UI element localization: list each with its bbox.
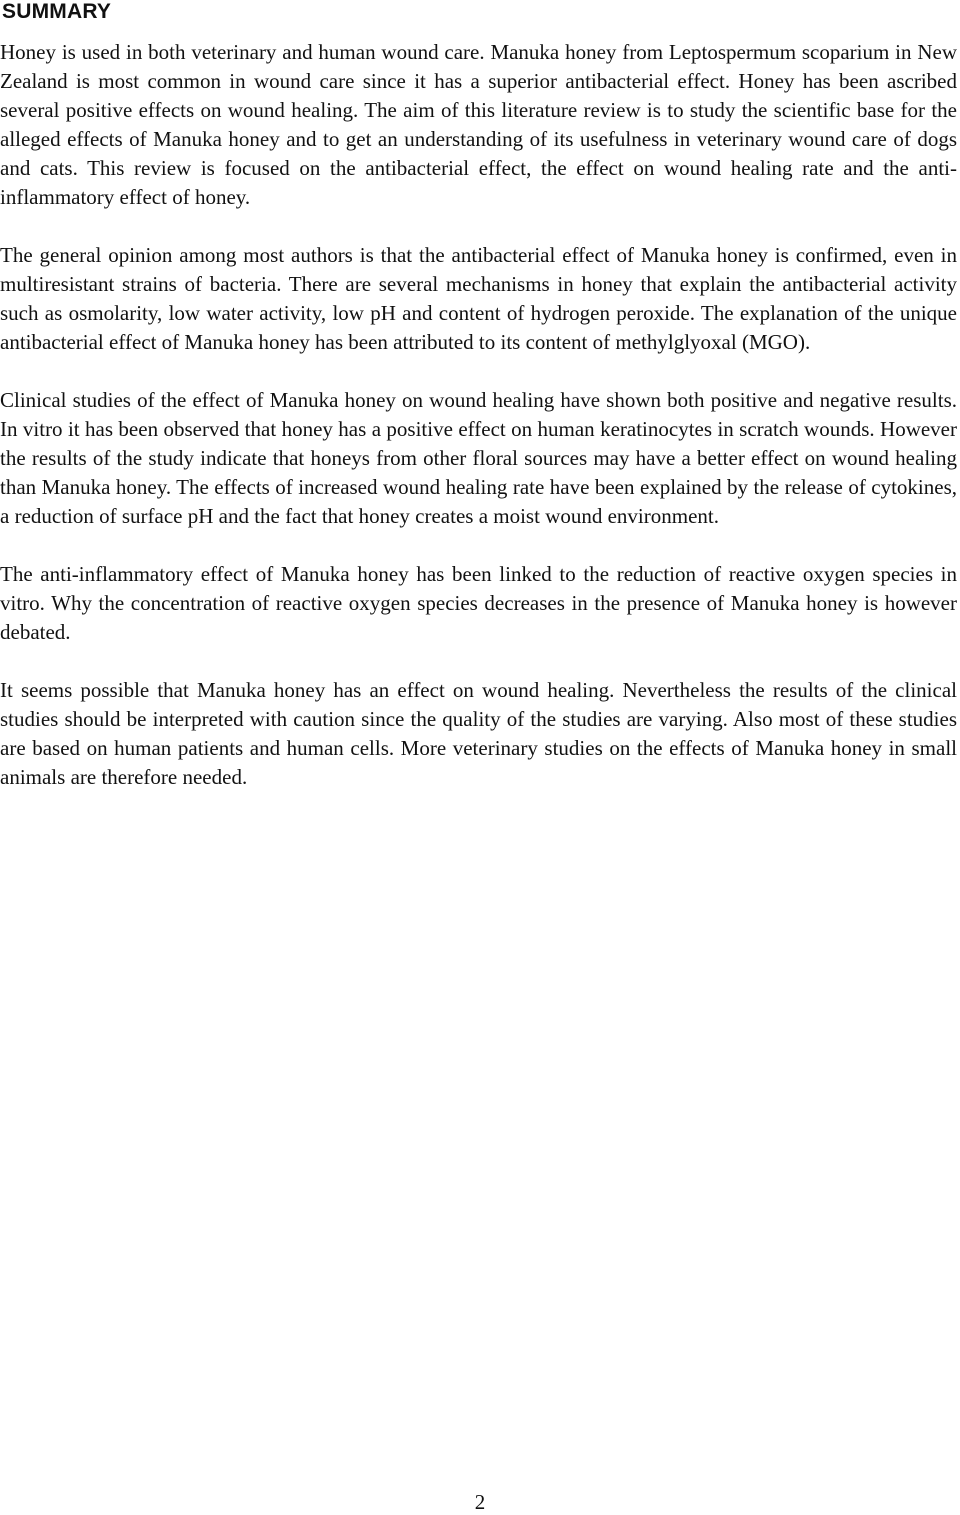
paragraph-anti-inflammatory: The anti-inflammatory effect of Manuka honey has been linked to the reduction of reactive oxygen species in vitro. Why the concentration of reactive oxygen species decreases in the presence of Manuka honey is however debated.: [0, 562, 957, 644]
paragraph-antibacterial: The general opinion among most authors is that the antibacterial effect of Manuka honey is confirmed, even in multiresistant strains of bacteria. There are several mechanisms in honey that explain the antibacterial activity such as osmolarity, low water activity, low pH and content of hydrogen peroxide. The explanation of the unique antibacterial effect of Manuka honey has been attributed to its content of methylglyoxal (MGO).: [0, 243, 957, 354]
section-heading: SUMMARY: [2, 0, 112, 23]
summary-body: [0, 38, 957, 821]
paragraph-wound-healing: Clinical studies of the effect of Manuka honey on wound healing have shown both positive and negative results. In vitro it has been observed that honey has a positive effect on human keratinocytes in scratch wounds. However the results of the study indicate that honeys from other floral sources may have a better effect on wound healing than Manuka honey. The effects of increased wound healing rate have been explained by the release of cytokines, a reduction of surface pH and the fact that honey creates a moist wound environment.: [0, 388, 957, 528]
paragraph-conclusion: It seems possible that Manuka honey has an effect on wound healing. Nevertheless the results of the clinical studies should be interpreted with caution since the quality of the studies are varying. Also most of these studies are based on human patients and human cells. More veterinary studies on the effects of Manuka honey in small animals are therefore needed.: [0, 678, 957, 789]
page-number: 2: [474, 1490, 486, 1514]
paragraph-intro: Honey is used in both veterinary and human wound care. Manuka honey from Leptospermum scoparium in New Zealand is most common in wound care since it has a superior antibacterial effect. Honey has been ascribed several positive effects on wound healing. The aim of this literature review is to study the scientific base for the alleged effects of Manuka honey and to get an understanding of its usefulness in veterinary wound care of dogs and cats. This review is focused on the antibacterial effect, the effect on wound healing rate and the anti-inflammatory effect of honey.: [0, 40, 957, 209]
